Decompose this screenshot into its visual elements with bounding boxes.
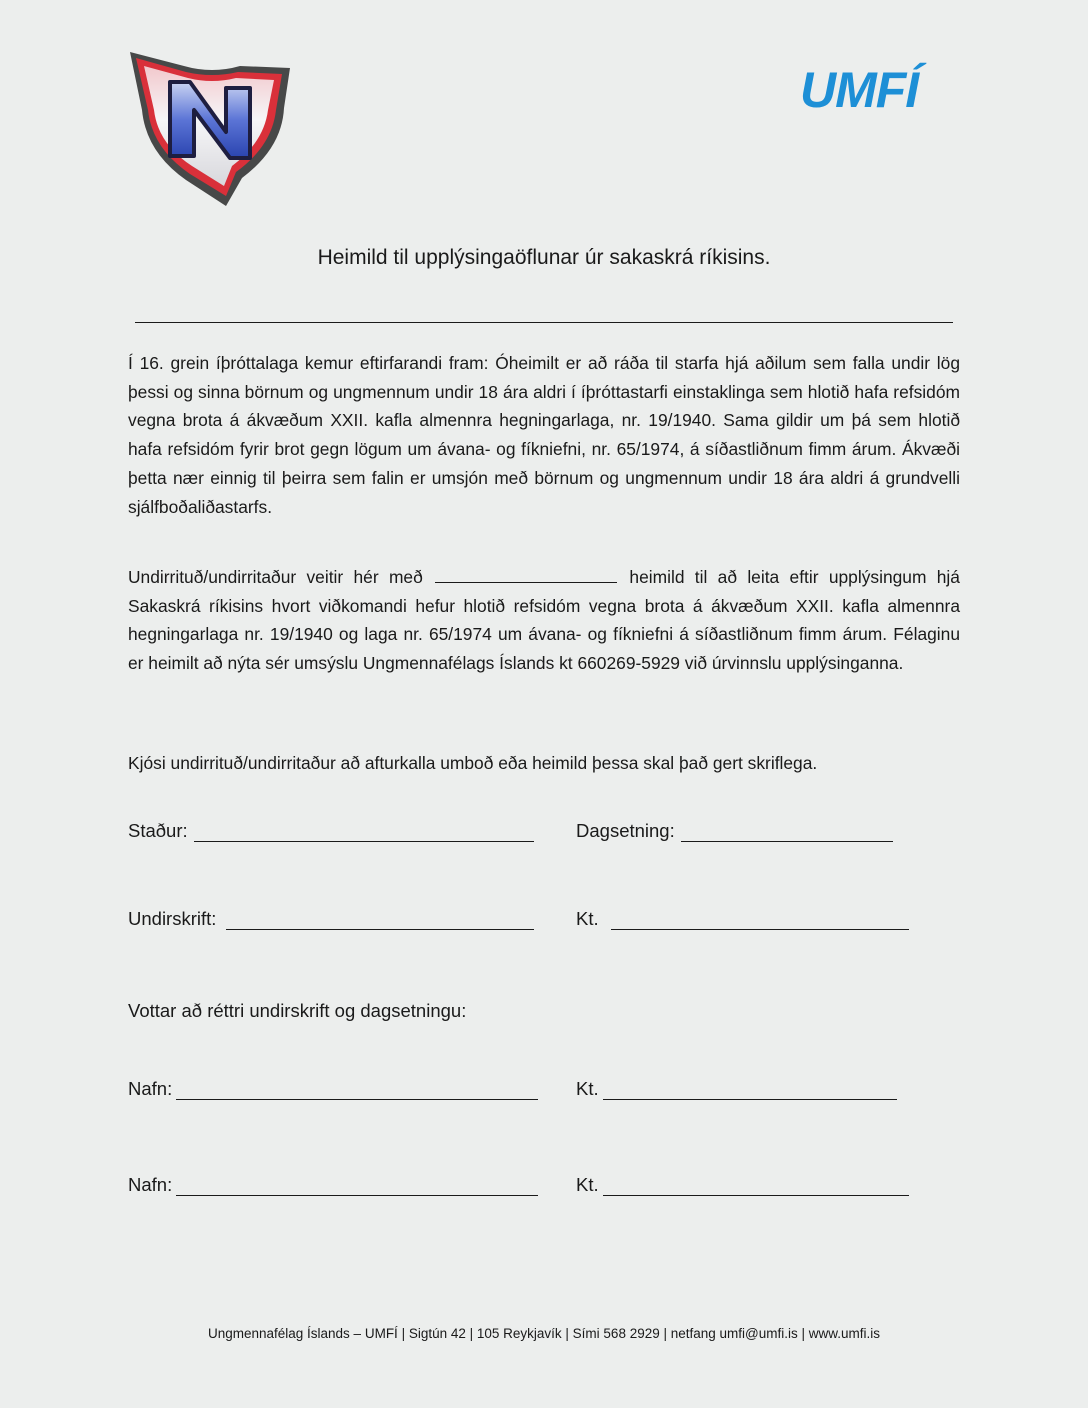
document-title: Heimild til upplýsingaöflunar úr sakaskrá ríkisins. <box>317 246 771 269</box>
authorization-text-before: Undirrituð/undirritaður veitir hér með <box>128 567 423 587</box>
kt-line-3[interactable] <box>603 1175 909 1196</box>
nafn-label-1: Nafn: <box>128 1078 173 1099</box>
shield-logo-icon <box>124 48 296 212</box>
kt-label-1: Kt. <box>576 908 599 929</box>
kt-field-2 <box>576 1078 897 1100</box>
kt-label-3: Kt. <box>576 1174 599 1195</box>
kt-field-3 <box>576 1174 909 1196</box>
footer-contact: Ungmennafélag Íslands – UMFÍ | Sigtún 42 | 105 Reykjavík | Sími 568 2929 | netfang umfi@umfi.is | www.umfi.is <box>207 1326 881 1341</box>
title-divider <box>135 322 953 323</box>
nafn-label-2: Nafn: <box>128 1174 173 1195</box>
paragraph-authorization <box>128 563 960 678</box>
dagsetning-field <box>576 820 893 842</box>
nafn-field-2 <box>128 1174 538 1196</box>
authorization-text-after: heimild til að leita eftir upplýsingum hjá Sakaskrá ríkisins hvort viðkomandi hefur hlotið refsidóm vegna brota á ákvæðum XXII. kafla almennra hegningarlaga nr. 19/1940 og laga nr. 65/1974 um ávana- og fíkniefni á síðastliðnum fimm árum. Félaginu er heimilt að nýta sér umsýslu Ungmennafélags Íslands kt 660269-5929 við úrvinnslu upplýsinganna. <box>128 567 960 674</box>
organization-name-blank[interactable] <box>435 564 617 583</box>
nafn-field-1 <box>128 1078 538 1100</box>
kt-label-2: Kt. <box>576 1078 599 1099</box>
stadur-line[interactable] <box>194 821 534 842</box>
umfi-logo <box>800 58 930 122</box>
nafn-line-1[interactable] <box>176 1079 538 1100</box>
dagsetning-line[interactable] <box>681 821 893 842</box>
undirskrift-label: Undirskrift: <box>128 908 217 929</box>
paragraph-revocation: Kjósi undirrituð/undirritaður að afturkalla umboð eða heimild þessa skal það gert skriflega. <box>128 753 818 773</box>
witness-heading: Vottar að réttri undirskrift og dagsetningu: <box>128 1000 467 1021</box>
paragraph-law-excerpt: Í 16. grein íþróttalaga kemur eftirfarandi fram: Óheimilt er að ráða til starfa hjá aðilum sem falla undir lög þessi og sinna börnum og ungmennum undir 18 ára aldri í íþróttastarfi einstaklinga sem hlotið hafa refsidóm vegna brota á ákvæðum XXII. kafla almennra hegningarlaga, nr. 19/1940. Sama gildir um þá sem hlotið hafa refsidóm fyrir brot gegn lögum um ávana- og fíkniefni, nr. 65/1974, á síðastliðnum fimm árum. Ákvæði þetta nær einnig til þeirra sem falin er umsjón með börnum og ungmennum undir 18 ára aldri á grundvelli sjálfboðaliðastarfs. <box>128 353 960 517</box>
undirskrift-line[interactable] <box>226 909 534 930</box>
stadur-label: Staður: <box>128 820 188 841</box>
undirskrift-field <box>128 908 534 930</box>
kt-line-1[interactable] <box>611 909 909 930</box>
umfi-logo-text: UMFÍ <box>800 62 919 118</box>
kt-line-2[interactable] <box>603 1079 897 1100</box>
dagsetning-label: Dagsetning: <box>576 820 675 841</box>
stadur-field <box>128 820 534 842</box>
kt-field-1 <box>576 908 909 930</box>
nafn-line-2[interactable] <box>176 1175 538 1196</box>
